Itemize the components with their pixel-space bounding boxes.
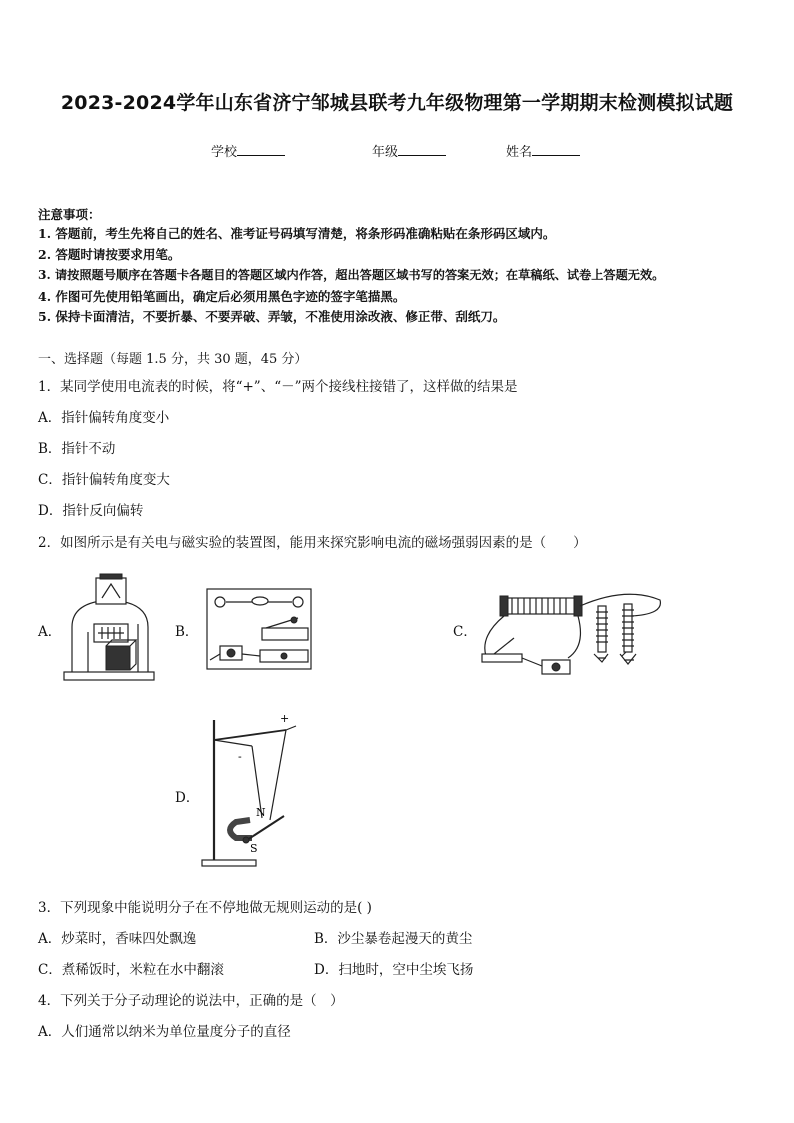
page-title: 2023-2024学年山东省济宁邹城县联考九年级物理第一学期期末检测模拟试题 <box>60 92 734 114</box>
q1-option-b[interactable]: B．指针不动 <box>38 441 116 457</box>
q2-option-a-label[interactable]: A． <box>38 624 62 640</box>
name-blank[interactable] <box>532 143 580 156</box>
name-field <box>506 141 580 160</box>
q2-stem: 2．如图所示是有关电与磁实验的装置图，能用来探究影响电流的磁场强弱因素的是（ ） <box>38 535 587 551</box>
q1-option-a[interactable]: A．指针偏转角度变小 <box>38 410 170 426</box>
minus-terminal-label: - <box>238 750 242 763</box>
section-heading: 一、选择题（每题 1.5 分，共 30 题，45 分） <box>38 352 308 367</box>
figure-d-magnet-swing <box>200 712 304 868</box>
note-item: 4. 作图可先使用铅笔画出，确定后必须用黑色字迹的签字笔描黑。 <box>38 289 406 304</box>
q3-option-a[interactable]: A．炒菜时，香味四处飘逸 <box>38 931 197 947</box>
q1-option-d[interactable]: D．指针反向偏转 <box>38 503 144 519</box>
q3-option-b[interactable]: B．沙尘暴卷起漫天的黄尘 <box>314 931 473 947</box>
q2-option-d-label[interactable]: D． <box>175 790 200 806</box>
plus-terminal-label: + <box>280 712 290 725</box>
school-field <box>211 141 285 160</box>
q2-option-b-label[interactable]: B． <box>175 624 199 640</box>
school-label: 学校 <box>211 145 238 160</box>
q4-stem: 4．下列关于分子动理论的说法中，正确的是（ ） <box>38 993 344 1009</box>
q3-option-d[interactable]: D．扫地时，空中尘埃飞扬 <box>314 962 474 978</box>
q4-option-a[interactable]: A．人们通常以纳米为单位量度分子的直径 <box>38 1024 291 1040</box>
figure-a-bell-jar-apparatus <box>62 572 158 684</box>
north-pole-label: N <box>256 806 266 819</box>
figure-b-circuit-board <box>206 588 312 670</box>
note-item: 5. 保持卡面清洁，不要折暴、不要弄破、弄皱，不准使用涂改液、修正带、刮纸刀。 <box>38 309 506 324</box>
q3-stem: 3．下列现象中能说明分子在不停地做无规则运动的是( ) <box>38 900 372 916</box>
note-item: 1. 答题前，考生先将自己的姓名、准考证号码填写清楚，将条形码准确粘贴在条形码区域内。 <box>38 226 556 241</box>
grade-blank[interactable] <box>398 143 446 156</box>
figure-c-electromagnet-circuit <box>476 586 666 678</box>
q2-option-c-label[interactable]: C． <box>453 624 477 640</box>
q1-option-c[interactable]: C．指针偏转角度变大 <box>38 472 170 488</box>
school-blank[interactable] <box>237 143 285 156</box>
name-label: 姓名 <box>506 145 533 160</box>
q1-stem: 1．某同学使用电流表的时候，将“+”、“－”两个接线柱接错了，这样做的结果是 <box>38 379 518 395</box>
notes-heading: 注意事项： <box>38 207 101 222</box>
q3-option-c[interactable]: C．煮稀饭时，米粒在水中翻滚 <box>38 962 224 978</box>
grade-field <box>372 141 446 160</box>
note-item: 3. 请按照题号顺序在答题卡各题目的答题区域内作答，超出答题区域书写的答案无效；在草稿纸、试卷上答题无效。 <box>38 268 665 282</box>
note-item: 2. 答题时请按要求用笔。 <box>38 247 181 262</box>
south-pole-label: S <box>250 842 258 855</box>
grade-label: 年级 <box>372 145 399 160</box>
